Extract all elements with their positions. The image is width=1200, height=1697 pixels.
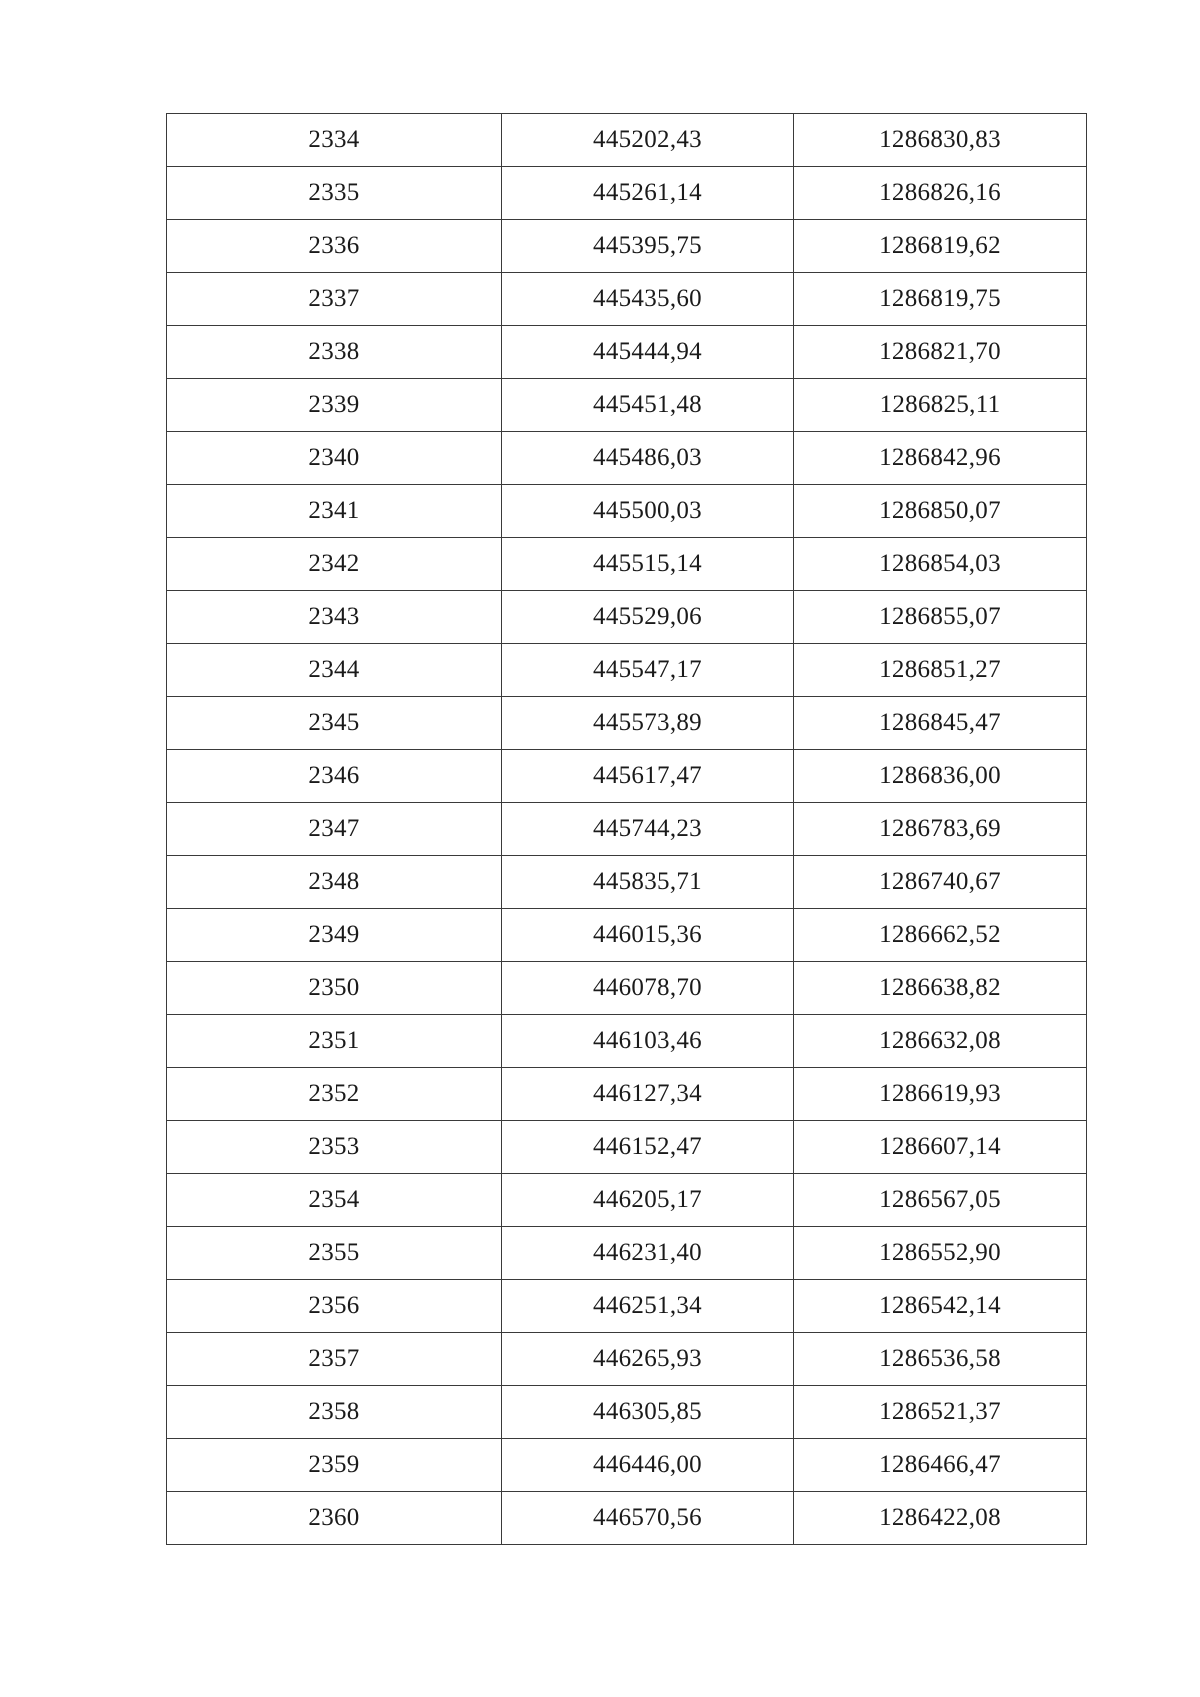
x-coordinate-cell: 445547,17 (502, 644, 794, 697)
y-coordinate-cell: 1286836,00 (794, 750, 1087, 803)
table-row (167, 1439, 1087, 1492)
y-coordinate-cell: 1286821,70 (794, 326, 1087, 379)
table-row (167, 379, 1087, 432)
y-coordinate-cell: 1286825,11 (794, 379, 1087, 432)
point-number-cell: 2334 (167, 114, 502, 167)
x-coordinate-cell: 445444,94 (502, 326, 794, 379)
table-row (167, 167, 1087, 220)
point-number-cell: 2344 (167, 644, 502, 697)
table-row (167, 485, 1087, 538)
x-coordinate-cell: 445835,71 (502, 856, 794, 909)
x-coordinate-cell: 446251,34 (502, 1280, 794, 1333)
table-row (167, 220, 1087, 273)
y-coordinate-cell: 1286851,27 (794, 644, 1087, 697)
point-number-cell: 2359 (167, 1439, 502, 1492)
point-number-cell: 2347 (167, 803, 502, 856)
table-row (167, 856, 1087, 909)
coordinates-table (166, 113, 1087, 1545)
table-row (167, 1280, 1087, 1333)
table-row (167, 1015, 1087, 1068)
y-coordinate-cell: 1286567,05 (794, 1174, 1087, 1227)
y-coordinate-cell: 1286783,69 (794, 803, 1087, 856)
y-coordinate-cell: 1286830,83 (794, 114, 1087, 167)
y-coordinate-cell: 1286607,14 (794, 1121, 1087, 1174)
y-coordinate-cell: 1286619,93 (794, 1068, 1087, 1121)
y-coordinate-cell: 1286854,03 (794, 538, 1087, 591)
point-number-cell: 2352 (167, 1068, 502, 1121)
table-row (167, 1174, 1087, 1227)
y-coordinate-cell: 1286542,14 (794, 1280, 1087, 1333)
point-number-cell: 2335 (167, 167, 502, 220)
y-coordinate-cell: 1286850,07 (794, 485, 1087, 538)
table-row (167, 432, 1087, 485)
y-coordinate-cell: 1286855,07 (794, 591, 1087, 644)
x-coordinate-cell: 446570,56 (502, 1492, 794, 1545)
table-row (167, 909, 1087, 962)
table-row (167, 326, 1087, 379)
x-coordinate-cell: 446078,70 (502, 962, 794, 1015)
table-row (167, 1068, 1087, 1121)
table-row (167, 591, 1087, 644)
y-coordinate-cell: 1286466,47 (794, 1439, 1087, 1492)
table-row (167, 750, 1087, 803)
x-coordinate-cell: 446305,85 (502, 1386, 794, 1439)
table-row (167, 1492, 1087, 1545)
x-coordinate-cell: 446265,93 (502, 1333, 794, 1386)
x-coordinate-cell: 445451,48 (502, 379, 794, 432)
x-coordinate-cell: 445617,47 (502, 750, 794, 803)
y-coordinate-cell: 1286638,82 (794, 962, 1087, 1015)
point-number-cell: 2338 (167, 326, 502, 379)
point-number-cell: 2336 (167, 220, 502, 273)
table-row (167, 273, 1087, 326)
point-number-cell: 2337 (167, 273, 502, 326)
point-number-cell: 2353 (167, 1121, 502, 1174)
y-coordinate-cell: 1286819,62 (794, 220, 1087, 273)
table-row (167, 803, 1087, 856)
y-coordinate-cell: 1286422,08 (794, 1492, 1087, 1545)
y-coordinate-cell: 1286740,67 (794, 856, 1087, 909)
point-number-cell: 2340 (167, 432, 502, 485)
table-row (167, 114, 1087, 167)
table-row (167, 1121, 1087, 1174)
point-number-cell: 2358 (167, 1386, 502, 1439)
point-number-cell: 2341 (167, 485, 502, 538)
x-coordinate-cell: 446205,17 (502, 1174, 794, 1227)
point-number-cell: 2342 (167, 538, 502, 591)
x-coordinate-cell: 445435,60 (502, 273, 794, 326)
y-coordinate-cell: 1286842,96 (794, 432, 1087, 485)
point-number-cell: 2350 (167, 962, 502, 1015)
point-number-cell: 2343 (167, 591, 502, 644)
point-number-cell: 2360 (167, 1492, 502, 1545)
y-coordinate-cell: 1286845,47 (794, 697, 1087, 750)
x-coordinate-cell: 445202,43 (502, 114, 794, 167)
x-coordinate-cell: 445395,75 (502, 220, 794, 273)
y-coordinate-cell: 1286552,90 (794, 1227, 1087, 1280)
table-row (167, 538, 1087, 591)
table-row (167, 1227, 1087, 1280)
x-coordinate-cell: 445573,89 (502, 697, 794, 750)
x-coordinate-cell: 446446,00 (502, 1439, 794, 1492)
y-coordinate-cell: 1286819,75 (794, 273, 1087, 326)
point-number-cell: 2348 (167, 856, 502, 909)
x-coordinate-cell: 445261,14 (502, 167, 794, 220)
point-number-cell: 2345 (167, 697, 502, 750)
point-number-cell: 2339 (167, 379, 502, 432)
x-coordinate-cell: 445515,14 (502, 538, 794, 591)
x-coordinate-cell: 445500,03 (502, 485, 794, 538)
y-coordinate-cell: 1286521,37 (794, 1386, 1087, 1439)
point-number-cell: 2355 (167, 1227, 502, 1280)
point-number-cell: 2349 (167, 909, 502, 962)
x-coordinate-cell: 445744,23 (502, 803, 794, 856)
x-coordinate-cell: 446231,40 (502, 1227, 794, 1280)
table-row (167, 644, 1087, 697)
point-number-cell: 2354 (167, 1174, 502, 1227)
table-row (167, 1386, 1087, 1439)
x-coordinate-cell: 446152,47 (502, 1121, 794, 1174)
y-coordinate-cell: 1286536,58 (794, 1333, 1087, 1386)
x-coordinate-cell: 446015,36 (502, 909, 794, 962)
x-coordinate-cell: 446127,34 (502, 1068, 794, 1121)
x-coordinate-cell: 445529,06 (502, 591, 794, 644)
table-row (167, 697, 1087, 750)
x-coordinate-cell: 445486,03 (502, 432, 794, 485)
y-coordinate-cell: 1286826,16 (794, 167, 1087, 220)
y-coordinate-cell: 1286662,52 (794, 909, 1087, 962)
table-row (167, 962, 1087, 1015)
x-coordinate-cell: 446103,46 (502, 1015, 794, 1068)
point-number-cell: 2346 (167, 750, 502, 803)
y-coordinate-cell: 1286632,08 (794, 1015, 1087, 1068)
table-row (167, 1333, 1087, 1386)
point-number-cell: 2357 (167, 1333, 502, 1386)
coordinates-table-body (167, 114, 1087, 1545)
point-number-cell: 2351 (167, 1015, 502, 1068)
point-number-cell: 2356 (167, 1280, 502, 1333)
